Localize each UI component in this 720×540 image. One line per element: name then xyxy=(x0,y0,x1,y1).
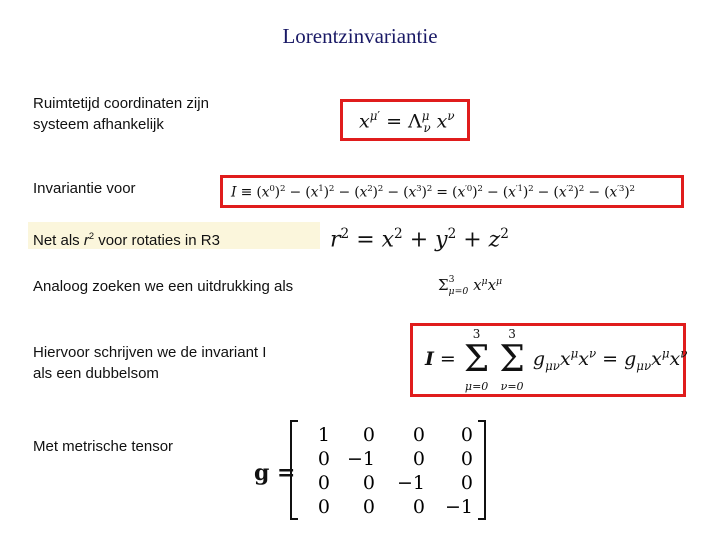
interval-formula-box xyxy=(220,175,684,208)
double-sum-text xyxy=(33,342,266,384)
rotation-r: r xyxy=(83,232,89,249)
matrix-cell: 0 xyxy=(317,496,330,518)
double-sum-formula: I = 3 Σ μ=0 3 Σ ν=0 $g_{\mu\nu}x^\mu x^\nu = g_{\mu\nu}x^\mu x^\nu$ xyxy=(425,327,688,393)
matrix-cell: 0 xyxy=(460,448,473,470)
matrix-cell: 0 xyxy=(460,472,473,494)
transformation-formula-box xyxy=(340,99,470,141)
radius-formula: $r^2 = x^2 + y^2 + z^2$ xyxy=(330,226,509,253)
matrix-cell: 0 xyxy=(317,448,330,470)
sum-mu-symbol: 3 Σ μ=0 xyxy=(463,327,490,393)
coordinates-line-1: Ruimtetijd coordinaten zijn xyxy=(33,95,209,112)
sum-nu-symbol: 3 Σ ν=0 xyxy=(499,327,525,393)
interval-formula: $I \equiv (x^0)^2 - (x^1)^2 - (x^2)^2 - (x^3)^2 = (x^{'0})^2 - (x^{'1})^2 - (x^{'2})^2 - (x^{'3})^2$ xyxy=(231,184,635,201)
rotation-exponent: 2 xyxy=(88,231,95,241)
matrix-right-bracket xyxy=(478,420,486,520)
double-sum-line-1: Hiervoor schrijven we de invariant I xyxy=(33,344,267,361)
coordinates-line-2: systeem afhankelijk xyxy=(33,116,164,133)
rotation-prefix: Net als xyxy=(33,232,84,249)
matrix-cell: −1 xyxy=(444,496,473,518)
double-sum-line-2: als een dubbelsom xyxy=(33,365,159,382)
metric-matrix xyxy=(290,420,486,522)
sum-form-formula: $\Sigma^3_{\mu=0}$ $x^\mu x^\mu$ xyxy=(438,274,503,297)
matrix-cell: −1 xyxy=(396,472,425,494)
matrix-cell: 0 xyxy=(362,424,375,446)
matrix-cell: 1 xyxy=(317,424,330,446)
matrix-cell: 0 xyxy=(362,496,375,518)
matrix-cell: −1 xyxy=(346,448,375,470)
slide-title: Lorentzinvariantie xyxy=(282,24,438,48)
matrix-cell: 0 xyxy=(412,424,425,446)
double-sum-formula-box xyxy=(410,323,686,397)
transformation-formula: $x^{\mu'} = \Lambda^\mu_\nu$ $x^\nu$ xyxy=(359,109,455,136)
matrix-cell: 0 xyxy=(412,496,425,518)
matrix-cell: 0 xyxy=(460,424,473,446)
coordinates-text xyxy=(33,93,209,135)
matrix-cell: 0 xyxy=(412,448,425,470)
rotation-suffix: voor rotaties in R3 xyxy=(94,232,220,249)
matrix-cell: 0 xyxy=(317,472,330,494)
matrix-cell: 0 xyxy=(362,472,375,494)
invariance-label: Invariantie voor xyxy=(33,180,136,197)
metric-text: Met metrische tensor xyxy=(33,438,174,455)
rotation-text xyxy=(33,226,220,251)
analogous-text: Analoog zoeken we een uitdrukking als xyxy=(33,278,294,295)
metric-label: g = xyxy=(254,460,296,486)
